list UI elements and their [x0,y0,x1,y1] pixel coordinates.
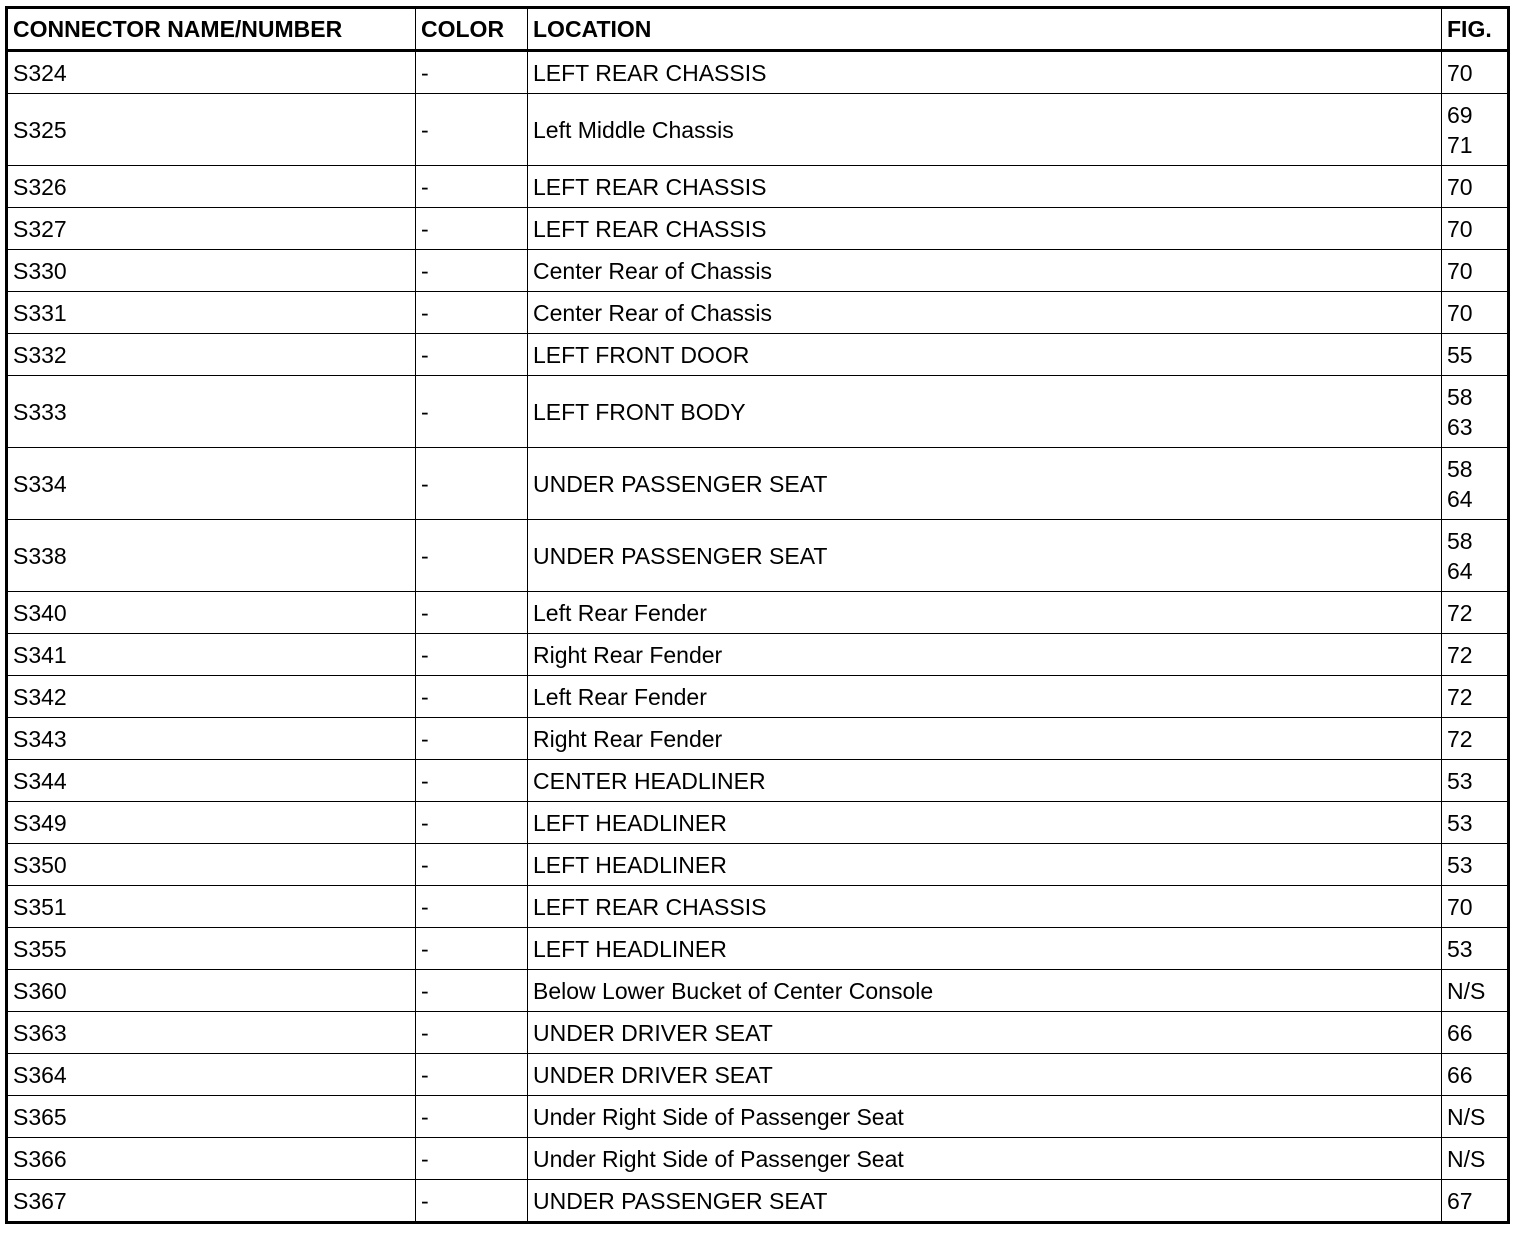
table-row [7,292,1509,334]
color-cell: - [416,166,528,208]
color-cell: - [416,520,528,592]
color-cell: - [416,51,528,94]
location-cell: LEFT FRONT DOOR [528,334,1442,376]
connector-name-cell: S350 [7,844,416,886]
color-cell: - [416,448,528,520]
location-cell: CENTER HEADLINER [528,760,1442,802]
table-row [7,760,1509,802]
connector-name-cell: S366 [7,1138,416,1180]
table-row [7,448,1509,520]
connector-name-cell: S327 [7,208,416,250]
location-cell: Below Lower Bucket of Center Console [528,970,1442,1012]
location-cell: LEFT HEADLINER [528,928,1442,970]
header-color: COLOR [416,8,528,51]
header-connector-name: CONNECTOR NAME/NUMBER [7,8,416,51]
table-row [7,718,1509,760]
color-cell: - [416,592,528,634]
table-row [7,51,1509,94]
header-fig: FIG. [1442,8,1509,51]
fig-cell: N/S [1442,1138,1509,1180]
fig-cell: 66 [1442,1054,1509,1096]
fig-cell: 70 [1442,886,1509,928]
fig-cell: 67 [1442,1180,1509,1223]
connector-name-cell: S365 [7,1096,416,1138]
fig-cell: 53 [1442,844,1509,886]
color-cell: - [416,1096,528,1138]
connector-name-cell: S333 [7,376,416,448]
table-row [7,1012,1509,1054]
location-cell: Center Rear of Chassis [528,250,1442,292]
table-header-row [7,8,1509,51]
location-cell: LEFT REAR CHASSIS [528,886,1442,928]
header-location: LOCATION [528,8,1442,51]
table-row [7,844,1509,886]
color-cell: - [416,1054,528,1096]
table-row [7,208,1509,250]
fig-cell: 53 [1442,928,1509,970]
connector-name-cell: S344 [7,760,416,802]
connector-name-cell: S340 [7,592,416,634]
color-cell: - [416,94,528,166]
location-cell: Right Rear Fender [528,718,1442,760]
connector-name-cell: S349 [7,802,416,844]
fig-cell: 58 64 [1442,448,1509,520]
connector-name-cell: S334 [7,448,416,520]
connector-name-cell: S330 [7,250,416,292]
color-cell: - [416,1138,528,1180]
table-row [7,592,1509,634]
location-cell: LEFT REAR CHASSIS [528,51,1442,94]
fig-cell: 70 [1442,208,1509,250]
location-cell: UNDER PASSENGER SEAT [528,1180,1442,1223]
location-cell: Center Rear of Chassis [528,292,1442,334]
location-cell: Left Rear Fender [528,592,1442,634]
connector-name-cell: S338 [7,520,416,592]
table-row [7,376,1509,448]
fig-cell: 55 [1442,334,1509,376]
fig-cell: N/S [1442,970,1509,1012]
color-cell: - [416,334,528,376]
fig-cell: 70 [1442,292,1509,334]
fig-cell: 53 [1442,802,1509,844]
table-row [7,928,1509,970]
color-cell: - [416,970,528,1012]
fig-cell: 72 [1442,676,1509,718]
location-cell: Under Right Side of Passenger Seat [528,1138,1442,1180]
color-cell: - [416,676,528,718]
location-cell: UNDER DRIVER SEAT [528,1054,1442,1096]
table-row [7,634,1509,676]
fig-cell: 58 64 [1442,520,1509,592]
color-cell: - [416,886,528,928]
connector-name-cell: S331 [7,292,416,334]
color-cell: - [416,802,528,844]
fig-cell: 72 [1442,634,1509,676]
table-row [7,970,1509,1012]
table-row [7,676,1509,718]
location-cell: Left Rear Fender [528,676,1442,718]
table-row [7,250,1509,292]
color-cell: - [416,634,528,676]
connector-name-cell: S341 [7,634,416,676]
table-row [7,802,1509,844]
location-cell: Under Right Side of Passenger Seat [528,1096,1442,1138]
location-cell: LEFT HEADLINER [528,844,1442,886]
color-cell: - [416,844,528,886]
connector-name-cell: S332 [7,334,416,376]
fig-cell: 53 [1442,760,1509,802]
connector-name-cell: S363 [7,1012,416,1054]
color-cell: - [416,1012,528,1054]
color-cell: - [416,760,528,802]
table-row [7,1180,1509,1223]
color-cell: - [416,928,528,970]
location-cell: UNDER PASSENGER SEAT [528,520,1442,592]
table-row [7,1054,1509,1096]
connector-name-cell: S325 [7,94,416,166]
table-row [7,886,1509,928]
fig-cell: 70 [1442,51,1509,94]
table-row [7,94,1509,166]
connector-name-cell: S326 [7,166,416,208]
connector-name-cell: S360 [7,970,416,1012]
location-cell: LEFT FRONT BODY [528,376,1442,448]
location-cell: UNDER DRIVER SEAT [528,1012,1442,1054]
location-cell: Right Rear Fender [528,634,1442,676]
table-row [7,1096,1509,1138]
table-row [7,334,1509,376]
color-cell: - [416,250,528,292]
color-cell: - [416,1180,528,1223]
table-row [7,1138,1509,1180]
fig-cell: N/S [1442,1096,1509,1138]
table-row [7,520,1509,592]
fig-cell: 70 [1442,250,1509,292]
connector-name-cell: S355 [7,928,416,970]
connector-name-cell: S343 [7,718,416,760]
connector-name-cell: S351 [7,886,416,928]
fig-cell: 58 63 [1442,376,1509,448]
connector-name-cell: S367 [7,1180,416,1223]
connector-name-cell: S324 [7,51,416,94]
color-cell: - [416,718,528,760]
color-cell: - [416,292,528,334]
fig-cell: 69 71 [1442,94,1509,166]
fig-cell: 70 [1442,166,1509,208]
fig-cell: 72 [1442,592,1509,634]
connector-table [5,6,1510,1224]
location-cell: LEFT REAR CHASSIS [528,166,1442,208]
color-cell: - [416,376,528,448]
location-cell: LEFT HEADLINER [528,802,1442,844]
color-cell: - [416,208,528,250]
connector-name-cell: S342 [7,676,416,718]
connector-name-cell: S364 [7,1054,416,1096]
table-row [7,166,1509,208]
fig-cell: 66 [1442,1012,1509,1054]
location-cell: LEFT REAR CHASSIS [528,208,1442,250]
fig-cell: 72 [1442,718,1509,760]
location-cell: UNDER PASSENGER SEAT [528,448,1442,520]
location-cell: Left Middle Chassis [528,94,1442,166]
